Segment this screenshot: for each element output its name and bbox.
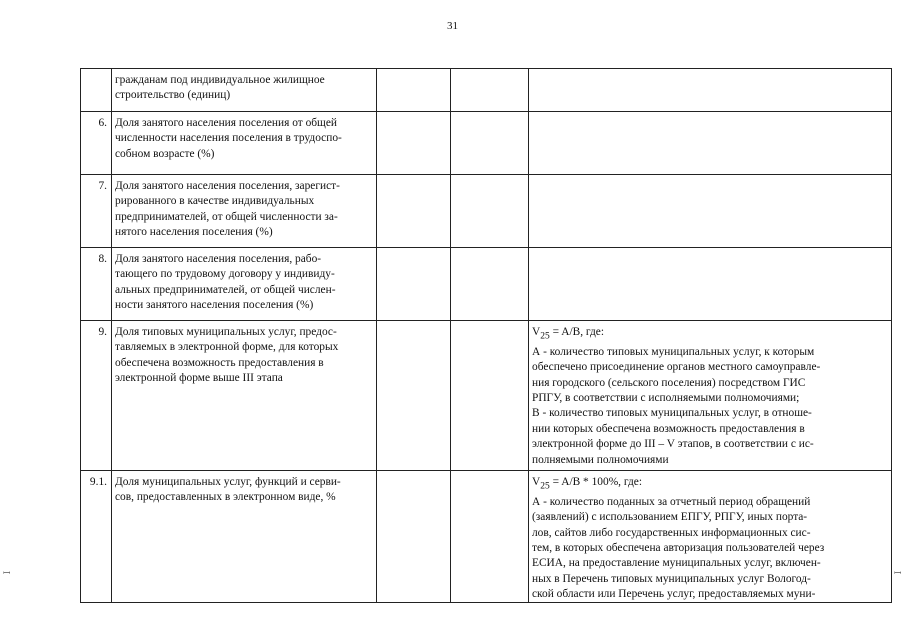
table-row xyxy=(81,471,892,603)
table-row xyxy=(81,69,892,112)
empty-cell xyxy=(451,175,529,248)
row-number: 7. xyxy=(81,175,112,248)
formula xyxy=(532,475,886,495)
calculation-method xyxy=(529,321,892,471)
indicator-name: Доля занятого населения поселения, зарегист- рированного в качестве индивидуальных предпринимателей, от общей численности за- нятого населения поселения (%) xyxy=(112,175,377,248)
formula xyxy=(532,325,886,345)
calculation-method xyxy=(529,471,892,603)
table-row xyxy=(81,248,892,321)
empty-cell xyxy=(377,471,451,603)
formula-var: V xyxy=(532,326,541,338)
empty-cell xyxy=(451,321,529,471)
indicator-name: гражданам под индивидуальное жилищное строительство (единиц) xyxy=(112,69,377,112)
indicator-name: Доля типовых муниципальных услуг, предос- тавляемых в электронной форме, для которых обеспечена возможность предоставления в электронной форме выше III этапа xyxy=(112,321,377,471)
table-row xyxy=(81,112,892,175)
calculation-method xyxy=(529,112,892,175)
indicator-name: Доля занятого населения поселения от общей численности населения поселения в трудоспо- собном возрасте (%) xyxy=(112,112,377,175)
empty-cell xyxy=(377,321,451,471)
calculation-method xyxy=(529,69,892,112)
right-edge-mark: ꟷ xyxy=(894,569,902,579)
empty-cell xyxy=(451,248,529,321)
formula-subscript: 25 xyxy=(540,481,550,492)
empty-cell xyxy=(451,471,529,603)
indicator-name: Доля занятого населения поселения, рабо- тающего по трудовому договору у индивиду- альных предпринимателей, от общей числен- ности занятого населения поселения (%) xyxy=(112,248,377,321)
empty-cell xyxy=(377,175,451,248)
row-number: 9.1. xyxy=(81,471,112,603)
formula-explanation: А - количество типовых муниципальных услуг, к которым обеспечено присоединение органов местного самоуправле- ния городского (сельского поселения) посредством ГИС РПГУ, в соответствии с исполняемыми полномочиями; В - количество типовых муниципальных услуг, в отноше- нии которых обеспечена возможность предоставления в электронной форме до III – V этапов, в соответствии с ис- полняемыми полномочиями xyxy=(532,345,821,466)
row-number: 9. xyxy=(81,321,112,471)
empty-cell xyxy=(451,112,529,175)
calculation-method xyxy=(529,248,892,321)
empty-cell xyxy=(377,112,451,175)
formula-subscript: 25 xyxy=(540,331,550,342)
formula-rest: = A/B, где: xyxy=(549,326,605,338)
calculation-method xyxy=(529,175,892,248)
left-edge-mark: ꟷ xyxy=(3,569,11,579)
empty-cell xyxy=(377,69,451,112)
formula-rest: = A/B * 100%, где: xyxy=(549,476,642,488)
empty-cell xyxy=(451,69,529,112)
table-row xyxy=(81,175,892,248)
page-number: 31 xyxy=(447,20,458,32)
row-number: 8. xyxy=(81,248,112,321)
empty-cell xyxy=(377,248,451,321)
formula-var: V xyxy=(532,476,541,488)
formula-explanation: А - количество поданных за отчетный период обращений (заявлений) с использованием ЕПГУ, РПГУ, иных портa- лов, сайтов либо государственных информационных сис- тем, в которых обеспечена авторизация пользователей через ЕСИА, на предоставление муниципальных услуг, включен- ных в Перечень типовых муниципальных услуг Вологод- ской области или Перечень услуг, предоставляемых муни- xyxy=(532,495,825,601)
indicator-name: Доля муниципальных услуг, функций и серви- сов, предоставленных в электронном виде, % xyxy=(112,471,377,603)
row-number: 6. xyxy=(81,112,112,175)
table-row xyxy=(81,321,892,471)
indicators-table xyxy=(80,68,892,603)
row-number xyxy=(81,69,112,112)
